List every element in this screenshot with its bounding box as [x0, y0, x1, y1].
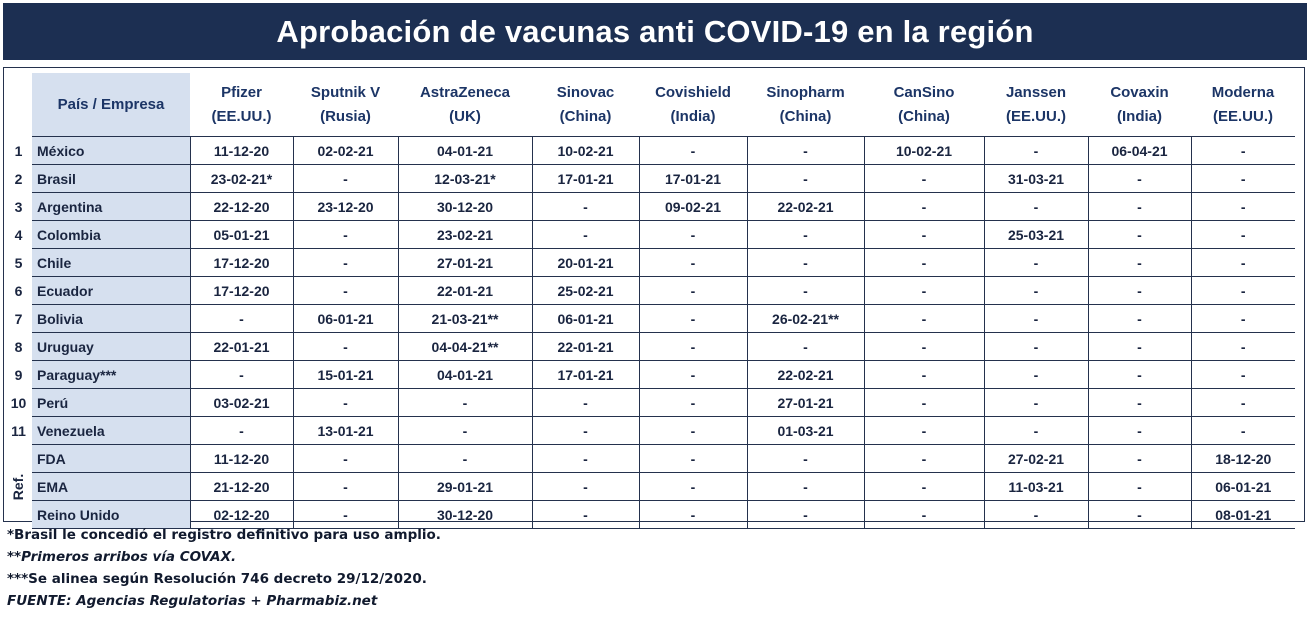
approval-date-cell: 22-01-21 [190, 333, 293, 361]
country-name: Chile [32, 249, 190, 277]
approval-date-cell: - [1191, 165, 1295, 193]
approval-date-cell: - [1088, 417, 1191, 445]
approval-date-cell: 25-02-21 [532, 277, 639, 305]
header-company: País / Empresa [32, 73, 190, 137]
approval-date-cell: 22-01-21 [398, 277, 532, 305]
footnote-paraguay: ***Se alinea según Resolución 746 decreto 29/12/2020. [7, 571, 427, 587]
approval-date-cell: - [293, 277, 398, 305]
approval-date-cell: - [532, 473, 639, 501]
approval-date-cell: 17-01-21 [532, 361, 639, 389]
approval-date-cell: - [984, 333, 1088, 361]
approval-date-cell: - [864, 473, 984, 501]
approval-date-cell: - [864, 165, 984, 193]
approval-date-cell: - [864, 305, 984, 333]
approval-date-cell: - [984, 193, 1088, 221]
approval-date-cell: 02-12-20 [190, 501, 293, 529]
approval-date-cell: - [864, 361, 984, 389]
approval-date-cell: 04-01-21 [398, 137, 532, 165]
approval-date-cell: 02-02-21 [293, 137, 398, 165]
header-astrazeneca: AstraZeneca (UK) [419, 83, 511, 125]
approval-date-cell: - [984, 389, 1088, 417]
reference-label: Ref. [10, 473, 27, 500]
country-name: México [32, 137, 190, 165]
approval-date-cell: - [1088, 165, 1191, 193]
approval-date-cell: 08-01-21 [1191, 501, 1295, 529]
approval-date-cell: 06-01-21 [532, 305, 639, 333]
approval-date-cell: 13-01-21 [293, 417, 398, 445]
approval-date-cell: - [1191, 389, 1295, 417]
country-row [5, 333, 1295, 361]
country-name: Paraguay*** [32, 361, 190, 389]
approval-date-cell: - [398, 445, 532, 473]
approval-date-cell: - [747, 165, 864, 193]
row-index: 3 [14, 198, 23, 215]
approval-date-cell: - [984, 501, 1088, 529]
row-index: 5 [14, 254, 23, 271]
approval-date-cell: 26-02-21** [747, 305, 864, 333]
approval-date-cell: - [398, 389, 532, 417]
approval-date-cell: 10-02-21 [864, 137, 984, 165]
approval-date-cell: 22-01-21 [532, 333, 639, 361]
reference-row [5, 445, 1295, 473]
approval-date-cell: 20-01-21 [532, 249, 639, 277]
header-row [5, 73, 1295, 137]
header-covishield: Covishield (India) [655, 83, 731, 125]
approval-date-cell: - [639, 305, 747, 333]
approval-date-cell: - [639, 137, 747, 165]
approval-date-cell: - [532, 389, 639, 417]
approval-date-cell: - [293, 165, 398, 193]
approval-date-cell: - [1088, 361, 1191, 389]
row-index: 8 [14, 338, 23, 355]
approval-date-cell: - [293, 389, 398, 417]
approval-date-cell: - [1191, 137, 1295, 165]
approval-date-cell: - [532, 193, 639, 221]
footnote-covax: **Primeros arribos vía COVAX. [7, 549, 237, 565]
header-sinovac: Sinovac (China) [556, 83, 615, 125]
approval-date-cell: 23-02-21* [190, 165, 293, 193]
page-title [3, 3, 1307, 60]
country-row [5, 193, 1295, 221]
approval-date-cell: - [864, 501, 984, 529]
approval-date-cell: - [1088, 193, 1191, 221]
approval-date-cell: - [1088, 249, 1191, 277]
approval-date-cell: - [747, 333, 864, 361]
country-name: Argentina [32, 193, 190, 221]
approval-date-cell: - [639, 249, 747, 277]
approval-date-cell: - [984, 361, 1088, 389]
country-name: Ecuador [32, 277, 190, 305]
approval-date-cell: - [984, 417, 1088, 445]
approval-date-cell: - [639, 221, 747, 249]
approval-date-cell: 01-03-21 [747, 417, 864, 445]
approval-date-cell: - [1191, 361, 1295, 389]
country-row [5, 249, 1295, 277]
approval-date-cell: 22-02-21 [747, 193, 864, 221]
approval-date-cell: - [1088, 473, 1191, 501]
approval-date-cell: 06-04-21 [1088, 137, 1191, 165]
approval-date-cell: - [747, 277, 864, 305]
approval-date-cell: - [1088, 221, 1191, 249]
table-body [5, 137, 1295, 529]
country-name: Venezuela [32, 417, 190, 445]
country-row [5, 137, 1295, 165]
approval-date-cell: 04-01-21 [398, 361, 532, 389]
header-moderna: Moderna (EE.UU.) [1211, 83, 1275, 125]
approval-date-cell: - [190, 417, 293, 445]
approval-date-cell: 06-01-21 [293, 305, 398, 333]
approval-date-cell: - [984, 137, 1088, 165]
approval-date-cell: - [1191, 193, 1295, 221]
approval-date-cell: - [864, 249, 984, 277]
approval-date-cell: - [639, 389, 747, 417]
row-index: 2 [14, 170, 23, 187]
header-pfizer: Pfizer (EE.UU.) [211, 83, 272, 125]
country-row [5, 277, 1295, 305]
approval-date-cell: - [984, 249, 1088, 277]
approval-date-cell: - [293, 445, 398, 473]
approval-date-cell: - [864, 193, 984, 221]
approval-date-cell: 23-02-21 [398, 221, 532, 249]
approval-date-cell: - [639, 445, 747, 473]
approval-date-cell: 23-12-20 [293, 193, 398, 221]
approval-date-cell: - [747, 473, 864, 501]
approval-date-cell: - [1088, 305, 1191, 333]
header-index-spacer [5, 73, 32, 137]
approval-date-cell: - [747, 221, 864, 249]
approval-date-cell: - [639, 361, 747, 389]
country-name: Bolivia [32, 305, 190, 333]
approval-date-cell: 11-03-21 [984, 473, 1088, 501]
country-row [5, 305, 1295, 333]
country-name: Brasil [32, 165, 190, 193]
country-row [5, 221, 1295, 249]
approval-date-cell: 11-12-20 [190, 137, 293, 165]
approval-date-cell: - [639, 473, 747, 501]
country-row [5, 417, 1295, 445]
approval-date-cell: - [532, 501, 639, 529]
approval-date-cell: - [864, 221, 984, 249]
approval-date-cell: - [1191, 333, 1295, 361]
approval-date-cell: 22-12-20 [190, 193, 293, 221]
approval-date-cell: 18-12-20 [1191, 445, 1295, 473]
approval-date-cell: 17-01-21 [532, 165, 639, 193]
approval-date-cell: - [1191, 305, 1295, 333]
approval-date-cell: - [984, 277, 1088, 305]
reference-row [5, 473, 1295, 501]
country-row [5, 389, 1295, 417]
approval-date-cell: 17-12-20 [190, 249, 293, 277]
approval-date-cell: 30-12-20 [398, 193, 532, 221]
approval-date-cell: 03-02-21 [190, 389, 293, 417]
approval-date-cell: - [293, 473, 398, 501]
source-note: FUENTE: Agencias Regulatorias + Pharmabiz.net [7, 593, 378, 609]
approval-date-cell: 27-01-21 [398, 249, 532, 277]
row-index: 4 [14, 226, 23, 243]
approval-date-cell: 12-03-21* [398, 165, 532, 193]
approval-date-cell: - [747, 249, 864, 277]
country-name: Perú [32, 389, 190, 417]
approval-date-cell: 09-02-21 [639, 193, 747, 221]
approval-date-cell: - [639, 501, 747, 529]
agency-name: EMA [32, 473, 190, 501]
approval-date-cell: 05-01-21 [190, 221, 293, 249]
approval-date-cell: - [532, 445, 639, 473]
row-index: 11 [11, 422, 26, 439]
approval-date-cell: - [293, 333, 398, 361]
approval-date-cell: - [398, 417, 532, 445]
approval-date-cell: 30-12-20 [398, 501, 532, 529]
approval-date-cell: 10-02-21 [532, 137, 639, 165]
approval-date-cell: - [747, 445, 864, 473]
approval-date-cell: - [864, 445, 984, 473]
country-name: Colombia [32, 221, 190, 249]
country-row [5, 165, 1295, 193]
agency-name: FDA [32, 445, 190, 473]
approval-date-cell: - [1088, 333, 1191, 361]
approval-date-cell: 21-12-20 [190, 473, 293, 501]
approval-date-cell: - [190, 305, 293, 333]
approval-date-cell: 17-12-20 [190, 277, 293, 305]
approval-date-cell: - [864, 389, 984, 417]
approval-date-cell: 29-01-21 [398, 473, 532, 501]
approval-date-cell: 11-12-20 [190, 445, 293, 473]
approval-date-cell: - [1088, 445, 1191, 473]
header-cansino: CanSino (China) [893, 83, 955, 125]
approval-date-cell: - [984, 305, 1088, 333]
approval-date-cell: - [293, 249, 398, 277]
row-index: 6 [14, 282, 23, 299]
agency-name: Reino Unido [32, 501, 190, 529]
approval-date-cell: 31-03-21 [984, 165, 1088, 193]
approval-date-cell: - [639, 333, 747, 361]
approval-date-cell: - [293, 501, 398, 529]
country-name: Uruguay [32, 333, 190, 361]
approval-date-cell: - [864, 333, 984, 361]
reference-label-cell [5, 445, 32, 529]
approval-date-cell: - [1191, 221, 1295, 249]
approval-date-cell: 27-01-21 [747, 389, 864, 417]
approval-date-cell: 17-01-21 [639, 165, 747, 193]
row-index: 10 [10, 394, 27, 411]
approval-date-cell: 27-02-21 [984, 445, 1088, 473]
approval-date-cell: - [532, 221, 639, 249]
approval-date-cell: 04-04-21** [398, 333, 532, 361]
footnote-brasil: *Brasil le concedió el registro definitivo para uso amplio. [7, 527, 441, 543]
approval-date-cell: - [1191, 417, 1295, 445]
approval-date-cell: - [1088, 389, 1191, 417]
approval-date-cell: - [864, 277, 984, 305]
approval-date-cell: 25-03-21 [984, 221, 1088, 249]
header-janssen: Janssen (EE.UU.) [1005, 83, 1067, 125]
approval-date-cell: - [1191, 277, 1295, 305]
approval-date-cell: - [1088, 501, 1191, 529]
approval-date-cell: - [639, 417, 747, 445]
country-row [5, 361, 1295, 389]
page-title-text: Aprobación de vacunas anti COVID-19 en la región [276, 13, 1034, 49]
row-index: 9 [14, 366, 23, 383]
row-index: 7 [14, 310, 23, 327]
approval-date-cell: - [1191, 249, 1295, 277]
approval-date-cell: - [190, 361, 293, 389]
approval-date-cell: - [532, 417, 639, 445]
approval-date-cell: - [1088, 277, 1191, 305]
approval-date-cell: - [747, 501, 864, 529]
approval-date-cell: 22-02-21 [747, 361, 864, 389]
footnotes [7, 524, 441, 612]
header-covaxin: Covaxin (India) [1110, 83, 1169, 125]
header-sputnik-v: Sputnik V (Rusia) [310, 83, 381, 125]
approval-date-cell: - [639, 277, 747, 305]
approval-date-cell: 15-01-21 [293, 361, 398, 389]
approval-date-cell: 21-03-21** [398, 305, 532, 333]
approval-date-cell: - [864, 417, 984, 445]
approval-date-cell: - [293, 221, 398, 249]
row-index: 1 [14, 142, 23, 159]
header-sinopharm: Sinopharm (China) [766, 83, 845, 125]
approval-date-cell: 06-01-21 [1191, 473, 1295, 501]
vaccine-approval-table [5, 73, 1295, 529]
approval-date-cell: - [747, 137, 864, 165]
